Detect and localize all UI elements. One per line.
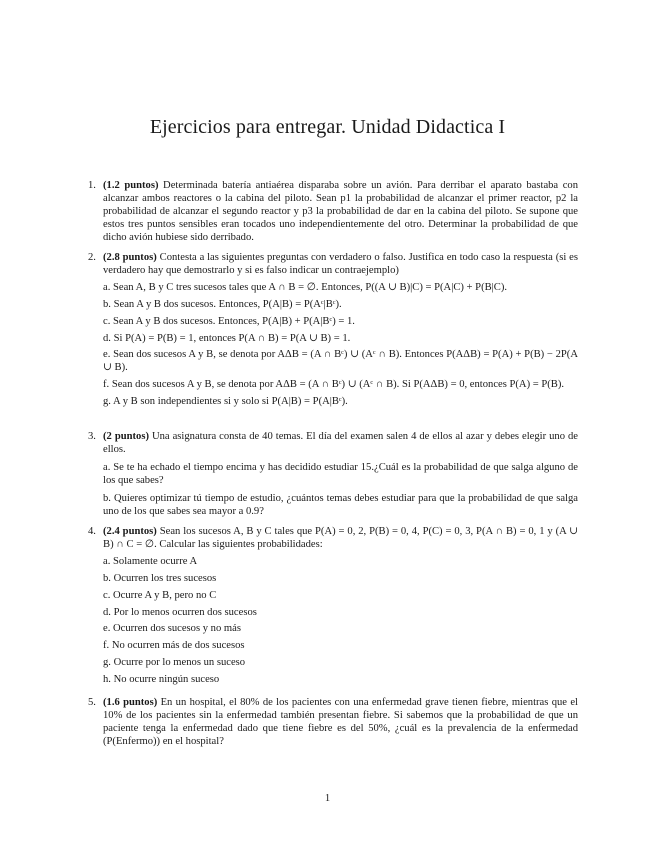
problem-item-d: d. Si P(A) = P(B) = 1, entonces P(A ∩ B) = P(A ∪ B) = 1. [103,332,351,344]
problem-statement [103,526,578,552]
problem-number: 2. [88,252,96,263]
problem-points: (2.8 puntos) [103,252,157,263]
problem-statement [103,431,578,457]
problem-text: Una asignatura consta de 40 temas. El día del examen salen 4 de ellos al azar y debes elegir uno de ellos. [103,431,578,455]
problem-3 [88,431,578,518]
problem-text: Sean los sucesos A, B y C tales que P(A) = 0, 2, P(B) = 0, 4, P(C) = 0, 3, P(A ∩ B) = 0, 1 y (A ∪ B) ∩ C = ∅. Calcular las siguientes probabilidades: [103,526,578,550]
problem-2 [88,252,578,409]
problem-item-a: a. Sean A, B y C tres sucesos tales que A ∩ B = ∅. Entonces, P((A ∪ B)|C) = P(A|C) + P(B|C). [103,281,508,293]
problem-text: Contesta a las siguientes preguntas con verdadero o falso. Justifica en todo caso la respuesta (si es verdadero hay que demostrarlo y si es falso indicar un contraejemplo) [103,252,578,276]
problem-item-f: f. Sean dos sucesos A y B, se denota por AΔB = (A ∩ Bᶜ) ∪ (Aᶜ ∩ B). Si P(AΔB) = 0, entonces P(A) = P(B). [103,379,565,391]
problem-5 [88,697,578,749]
problem-item-a: a. Se te ha echado el tiempo encima y has decidido estudiar 15.¿Cuál es la probabilidad de que salga alguno de los que sabes? [103,461,578,486]
problem-item-e: e. Ocurren dos sucesos y no más [103,623,241,635]
problem-item-g: g. Ocurre por lo menos un suceso [103,657,246,669]
problem-points: (1.2 puntos) [103,180,159,191]
problem-item-g: g. A y B son independientes si y solo si P(A|B) = P(A|Bᶜ). [103,396,348,408]
problem-item-b: b. Quieres optimizar tú tiempo de estudio, ¿cuántos temas debes estudiar para que la probabilidad de que salga uno de los que sabes sea mayor a 0.9? [103,492,578,517]
problem-item-b: b. Sean A y B dos sucesos. Entonces, P(A|B) = P(Aᶜ|Bᶜ). [103,298,342,310]
problem-statement [103,180,578,245]
problem-1 [88,180,578,245]
problem-item-c: c. Ocurre A y B, pero no C [103,589,217,601]
problem-points: (2 puntos) [103,431,149,442]
problem-4 [88,526,578,687]
problem-text: En un hospital, el 80% de los pacientes con una enfermedad grave tienen fiebre, mientras que el 10% de los pacientes sin la enfermedad también presentan fiebre. Si sabemos que la probabilidad de que un paciente tenga la enfermedad dado que tiene fiebre es del 50%, ¿cuál es la prevalencia de la enfermedad (P(Enfermo)) en el hospital? [103,697,578,747]
problem-points: (2.4 puntos) [103,526,157,537]
problem-item-c: c. Sean A y B dos sucesos. Entonces, P(A|B) + P(A|Bᶜ) = 1. [103,315,355,327]
problem-number: 5. [88,697,96,708]
problem-item-d: d. Por lo menos ocurren dos sucesos [103,606,257,618]
page-number: 1 [324,793,331,804]
page-title: Ejercicios para entregar. Unidad Didactica I [149,116,506,138]
problem-item-b: b. Ocurren los tres sucesos [103,572,217,584]
problem-points: (1.6 puntos) [103,697,158,708]
problem-item-h: h. No ocurre ningún suceso [103,674,220,686]
problem-statement [103,252,578,278]
problem-number: 1. [88,180,96,191]
problem-text: Determinada batería antiaérea disparaba sobre un avión. Para derribar el aparato bastaba con alcanzar ambos reactores o la cabina del piloto. Sean p1 la probabilidad de alcanzar el primer reactor, p2 la probabilidad de alcanzar el segundo reactor y p3 la probabilidad de dar en la cabina del piloto. Se supone que estos tres puntos sensibles eran tocados uno independientemente del otro. Determinar la probabilidad de que dicho avión hubiese sido derribado. [103,180,578,243]
problem-item-f: f. No ocurren más de dos sucesos [103,640,245,652]
problem-number: 4. [88,526,96,537]
problem-statement [103,697,578,749]
problem-item-a: a. Solamente ocurre A [103,555,198,567]
problem-number: 3. [88,431,96,442]
problem-item-e: e. Sean dos sucesos A y B, se denota por AΔB = (A ∩ Bᶜ) ∪ (Aᶜ ∩ B). Entonces P(AΔB) = P(A) + P(B) − 2P(A ∪ B). [103,349,578,374]
